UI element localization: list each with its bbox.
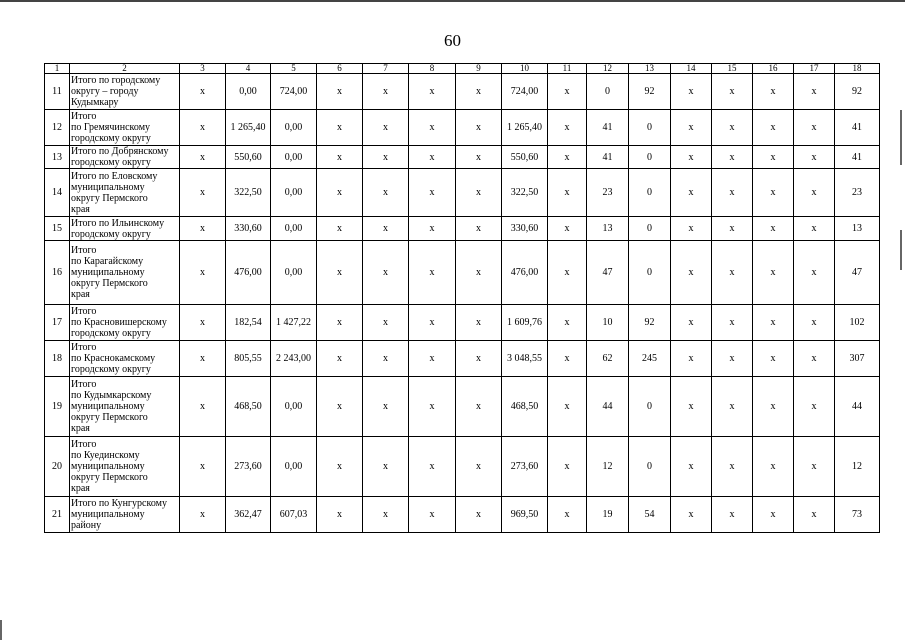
row-number-cell: 18 bbox=[45, 341, 70, 377]
column-number-header: 16 bbox=[753, 64, 794, 74]
value-cell-col-9: x bbox=[456, 74, 502, 110]
table-row bbox=[45, 241, 880, 305]
value-cell-col-10: 1 609,76 bbox=[502, 305, 548, 341]
value-cell-col-16: x bbox=[753, 497, 794, 533]
column-number-header: 14 bbox=[671, 64, 712, 74]
value-cell-col-18: 13 bbox=[835, 217, 880, 241]
value-cell-col-16: x bbox=[753, 217, 794, 241]
value-cell-col-3: x bbox=[180, 146, 226, 169]
municipality-name-line: округу Пермского bbox=[71, 472, 148, 483]
value-cell-col-5: 0,00 bbox=[271, 110, 317, 146]
value-cell-col-12: 23 bbox=[587, 169, 629, 217]
value-cell-col-5: 1 427,22 bbox=[271, 305, 317, 341]
value-cell-col-13: 0 bbox=[629, 146, 671, 169]
column-number-header: 4 bbox=[226, 64, 271, 74]
table-row bbox=[45, 217, 880, 241]
row-number-cell: 11 bbox=[45, 74, 70, 110]
value-cell-col-5: 0,00 bbox=[271, 169, 317, 217]
row-number-cell: 14 bbox=[45, 169, 70, 217]
value-cell-col-18: 23 bbox=[835, 169, 880, 217]
value-cell-col-10: 273,60 bbox=[502, 437, 548, 497]
value-cell-col-14: x bbox=[671, 241, 712, 305]
row-number-cell: 13 bbox=[45, 146, 70, 169]
value-cell-col-10: 322,50 bbox=[502, 169, 548, 217]
value-cell-col-15: x bbox=[712, 341, 753, 377]
value-cell-col-18: 41 bbox=[835, 146, 880, 169]
municipality-name-line: Итого по Еловскому bbox=[71, 170, 158, 182]
column-number-header: 8 bbox=[409, 64, 456, 74]
value-cell-col-13: 0 bbox=[629, 110, 671, 146]
value-cell-col-5: 0,00 bbox=[271, 241, 317, 305]
column-number-header: 10 bbox=[502, 64, 548, 74]
value-cell-col-16: x bbox=[753, 377, 794, 437]
municipality-name-line: городскому округу bbox=[71, 133, 151, 144]
value-cell-col-6: x bbox=[317, 241, 363, 305]
value-cell-col-12: 12 bbox=[587, 437, 629, 497]
value-cell-col-17: x bbox=[794, 110, 835, 146]
municipality-name-line: городскому округу bbox=[71, 157, 151, 168]
value-cell-col-17: x bbox=[794, 217, 835, 241]
value-cell-col-7: x bbox=[363, 110, 409, 146]
value-cell-col-9: x bbox=[456, 497, 502, 533]
value-cell-col-18: 41 bbox=[835, 110, 880, 146]
municipality-name-line: Итого по Добрянскому bbox=[71, 146, 169, 157]
column-number-header: 11 bbox=[548, 64, 587, 74]
column-number-header: 6 bbox=[317, 64, 363, 74]
municipality-name-line: по Кудымкарскому bbox=[71, 390, 152, 401]
table-row bbox=[45, 437, 880, 497]
value-cell-col-14: x bbox=[671, 341, 712, 377]
value-cell-col-17: x bbox=[794, 169, 835, 217]
value-cell-col-18: 92 bbox=[835, 74, 880, 110]
value-cell-col-12: 41 bbox=[587, 110, 629, 146]
value-cell-col-18: 47 bbox=[835, 241, 880, 305]
value-cell-col-10: 724,00 bbox=[502, 74, 548, 110]
value-cell-col-3: x bbox=[180, 377, 226, 437]
row-number-cell: 17 bbox=[45, 305, 70, 341]
municipality-name-line: края bbox=[71, 423, 90, 434]
table-row bbox=[45, 305, 880, 341]
value-cell-col-11: x bbox=[548, 241, 587, 305]
value-cell-col-10: 330,60 bbox=[502, 217, 548, 241]
value-cell-col-5: 0,00 bbox=[271, 437, 317, 497]
municipality-name-line: по Куединскому bbox=[71, 450, 140, 461]
value-cell-col-14: x bbox=[671, 437, 712, 497]
row-number-cell: 21 bbox=[45, 497, 70, 533]
value-cell-col-7: x bbox=[363, 305, 409, 341]
value-cell-col-13: 54 bbox=[629, 497, 671, 533]
value-cell-col-14: x bbox=[671, 217, 712, 241]
value-cell-col-9: x bbox=[456, 241, 502, 305]
value-cell-col-10: 550,60 bbox=[502, 146, 548, 169]
municipality-name-line: округу Пермского bbox=[71, 278, 148, 289]
municipality-name-line: муниципальному bbox=[71, 267, 145, 278]
value-cell-col-15: x bbox=[712, 146, 753, 169]
value-cell-col-4: 273,60 bbox=[226, 437, 271, 497]
municipality-name-line: Итого bbox=[71, 439, 97, 450]
value-cell-col-4: 468,50 bbox=[226, 377, 271, 437]
value-cell-col-7: x bbox=[363, 217, 409, 241]
column-number-header-row bbox=[45, 64, 880, 74]
value-cell-col-4: 362,47 bbox=[226, 497, 271, 533]
value-cell-col-11: x bbox=[548, 217, 587, 241]
value-cell-col-10: 468,50 bbox=[502, 377, 548, 437]
municipality-name-line: Итого по Кунгурскому bbox=[71, 498, 167, 509]
value-cell-col-3: x bbox=[180, 497, 226, 533]
column-number-header: 13 bbox=[629, 64, 671, 74]
value-cell-col-12: 44 bbox=[587, 377, 629, 437]
value-cell-col-5: 0,00 bbox=[271, 217, 317, 241]
column-number-header: 1 bbox=[45, 64, 70, 74]
municipality-name-line: муниципальному bbox=[71, 181, 145, 193]
value-cell-col-14: x bbox=[671, 74, 712, 110]
scan-edge-mark bbox=[900, 110, 902, 165]
municipality-name-line: Итого bbox=[71, 306, 97, 317]
municipality-name-line: району bbox=[71, 520, 102, 531]
page-number: 60 bbox=[444, 31, 461, 50]
value-cell-col-8: x bbox=[409, 497, 456, 533]
municipality-name-line: округу Пермского bbox=[71, 412, 148, 423]
value-cell-col-7: x bbox=[363, 74, 409, 110]
value-cell-col-8: x bbox=[409, 241, 456, 305]
table-row bbox=[45, 377, 880, 437]
value-cell-col-11: x bbox=[548, 377, 587, 437]
value-cell-col-16: x bbox=[753, 110, 794, 146]
municipality-name-line: по Красновишерскому bbox=[71, 317, 167, 328]
table-row bbox=[45, 169, 880, 217]
value-cell-col-13: 92 bbox=[629, 74, 671, 110]
data-table bbox=[44, 63, 880, 533]
value-cell-col-12: 19 bbox=[587, 497, 629, 533]
value-cell-col-3: x bbox=[180, 341, 226, 377]
municipality-name-line: Итого bbox=[71, 245, 97, 256]
value-cell-col-15: x bbox=[712, 110, 753, 146]
column-number-header: 5 bbox=[271, 64, 317, 74]
value-cell-col-6: x bbox=[317, 341, 363, 377]
value-cell-col-8: x bbox=[409, 341, 456, 377]
row-number-cell: 20 bbox=[45, 437, 70, 497]
value-cell-col-5: 607,03 bbox=[271, 497, 317, 533]
value-cell-col-14: x bbox=[671, 305, 712, 341]
municipality-name-line: городскому округу bbox=[71, 328, 151, 339]
municipality-name-line: по Карагайскому bbox=[71, 256, 144, 267]
value-cell-col-15: x bbox=[712, 169, 753, 217]
value-cell-col-9: x bbox=[456, 169, 502, 217]
value-cell-col-4: 182,54 bbox=[226, 305, 271, 341]
column-number-header: 12 bbox=[587, 64, 629, 74]
value-cell-col-3: x bbox=[180, 74, 226, 110]
value-cell-col-13: 0 bbox=[629, 377, 671, 437]
row-number-cell: 15 bbox=[45, 217, 70, 241]
value-cell-col-15: x bbox=[712, 497, 753, 533]
value-cell-col-6: x bbox=[317, 217, 363, 241]
value-cell-col-14: x bbox=[671, 377, 712, 437]
value-cell-col-18: 12 bbox=[835, 437, 880, 497]
municipality-name-line: по Краснокамскому bbox=[71, 353, 156, 364]
value-cell-col-17: x bbox=[794, 437, 835, 497]
value-cell-col-7: x bbox=[363, 497, 409, 533]
value-cell-col-5: 0,00 bbox=[271, 146, 317, 169]
value-cell-col-17: x bbox=[794, 146, 835, 169]
value-cell-col-15: x bbox=[712, 305, 753, 341]
value-cell-col-7: x bbox=[363, 241, 409, 305]
value-cell-col-11: x bbox=[548, 169, 587, 217]
municipality-name-cell bbox=[70, 341, 180, 377]
value-cell-col-3: x bbox=[180, 437, 226, 497]
value-cell-col-7: x bbox=[363, 437, 409, 497]
value-cell-col-10: 969,50 bbox=[502, 497, 548, 533]
municipality-name-line: Кудымкару bbox=[71, 97, 119, 108]
value-cell-col-14: x bbox=[671, 110, 712, 146]
value-cell-col-11: x bbox=[548, 146, 587, 169]
municipality-name-cell bbox=[70, 377, 180, 437]
municipality-name-cell bbox=[70, 146, 180, 169]
value-cell-col-3: x bbox=[180, 169, 226, 217]
municipality-name-line: Итого bbox=[71, 379, 97, 390]
municipality-name-line: края bbox=[71, 483, 90, 494]
value-cell-col-4: 330,60 bbox=[226, 217, 271, 241]
value-cell-col-6: x bbox=[317, 169, 363, 217]
value-cell-col-16: x bbox=[753, 146, 794, 169]
value-cell-col-12: 62 bbox=[587, 341, 629, 377]
value-cell-col-6: x bbox=[317, 377, 363, 437]
municipality-name-cell bbox=[70, 305, 180, 341]
value-cell-col-15: x bbox=[712, 377, 753, 437]
value-cell-col-6: x bbox=[317, 74, 363, 110]
municipality-name-line: городскому округу bbox=[71, 228, 151, 240]
value-cell-col-16: x bbox=[753, 305, 794, 341]
value-cell-col-9: x bbox=[456, 146, 502, 169]
value-cell-col-8: x bbox=[409, 377, 456, 437]
table-row bbox=[45, 341, 880, 377]
value-cell-col-6: x bbox=[317, 305, 363, 341]
value-cell-col-8: x bbox=[409, 74, 456, 110]
value-cell-col-9: x bbox=[456, 217, 502, 241]
municipality-name-line: округу – городу bbox=[71, 86, 139, 97]
value-cell-col-11: x bbox=[548, 497, 587, 533]
value-cell-col-16: x bbox=[753, 74, 794, 110]
value-cell-col-12: 10 bbox=[587, 305, 629, 341]
column-number-header: 18 bbox=[835, 64, 880, 74]
value-cell-col-15: x bbox=[712, 437, 753, 497]
value-cell-col-5: 0,00 bbox=[271, 377, 317, 437]
value-cell-col-18: 44 bbox=[835, 377, 880, 437]
value-cell-col-17: x bbox=[794, 74, 835, 110]
municipality-name-line: Итого bbox=[71, 111, 97, 122]
value-cell-col-3: x bbox=[180, 110, 226, 146]
value-cell-col-12: 13 bbox=[587, 217, 629, 241]
municipality-name-line: по Гремячинскому bbox=[71, 122, 151, 133]
value-cell-col-18: 307 bbox=[835, 341, 880, 377]
value-cell-col-9: x bbox=[456, 110, 502, 146]
value-cell-col-9: x bbox=[456, 377, 502, 437]
table-row bbox=[45, 110, 880, 146]
value-cell-col-6: x bbox=[317, 497, 363, 533]
value-cell-col-7: x bbox=[363, 146, 409, 169]
municipality-name-line: муниципальному bbox=[71, 509, 145, 520]
value-cell-col-16: x bbox=[753, 169, 794, 217]
top-border-line bbox=[0, 0, 905, 2]
value-cell-col-13: 245 bbox=[629, 341, 671, 377]
municipality-name-cell bbox=[70, 169, 180, 217]
value-cell-col-9: x bbox=[456, 341, 502, 377]
value-cell-col-15: x bbox=[712, 241, 753, 305]
value-cell-col-17: x bbox=[794, 305, 835, 341]
value-cell-col-3: x bbox=[180, 217, 226, 241]
value-cell-col-17: x bbox=[794, 377, 835, 437]
value-cell-col-18: 102 bbox=[835, 305, 880, 341]
value-cell-col-9: x bbox=[456, 437, 502, 497]
value-cell-col-13: 92 bbox=[629, 305, 671, 341]
value-cell-col-13: 0 bbox=[629, 241, 671, 305]
value-cell-col-4: 0,00 bbox=[226, 74, 271, 110]
column-number-header: 15 bbox=[712, 64, 753, 74]
table-row bbox=[45, 74, 880, 110]
value-cell-col-4: 550,60 bbox=[226, 146, 271, 169]
value-cell-col-17: x bbox=[794, 241, 835, 305]
column-number-header: 3 bbox=[180, 64, 226, 74]
municipality-name-line: Итого bbox=[71, 342, 97, 353]
value-cell-col-14: x bbox=[671, 146, 712, 169]
value-cell-col-12: 47 bbox=[587, 241, 629, 305]
value-cell-col-8: x bbox=[409, 437, 456, 497]
value-cell-col-4: 1 265,40 bbox=[226, 110, 271, 146]
municipality-name-line: городскому округу bbox=[71, 364, 151, 375]
value-cell-col-17: x bbox=[794, 341, 835, 377]
column-number-header: 9 bbox=[456, 64, 502, 74]
value-cell-col-16: x bbox=[753, 437, 794, 497]
value-cell-col-10: 1 265,40 bbox=[502, 110, 548, 146]
scan-edge-mark bbox=[0, 620, 2, 640]
value-cell-col-7: x bbox=[363, 341, 409, 377]
value-cell-col-14: x bbox=[671, 169, 712, 217]
table-row bbox=[45, 497, 880, 533]
value-cell-col-12: 41 bbox=[587, 146, 629, 169]
value-cell-col-11: x bbox=[548, 110, 587, 146]
table-row bbox=[45, 146, 880, 169]
value-cell-col-4: 476,00 bbox=[226, 241, 271, 305]
value-cell-col-11: x bbox=[548, 74, 587, 110]
value-cell-col-11: x bbox=[548, 437, 587, 497]
value-cell-col-7: x bbox=[363, 169, 409, 217]
value-cell-col-17: x bbox=[794, 497, 835, 533]
value-cell-col-8: x bbox=[409, 146, 456, 169]
value-cell-col-11: x bbox=[548, 341, 587, 377]
municipality-name-cell bbox=[70, 437, 180, 497]
value-cell-col-3: x bbox=[180, 305, 226, 341]
row-number-cell: 12 bbox=[45, 110, 70, 146]
value-cell-col-15: x bbox=[712, 74, 753, 110]
column-number-header: 7 bbox=[363, 64, 409, 74]
municipality-name-line: края bbox=[71, 289, 90, 300]
value-cell-col-6: x bbox=[317, 437, 363, 497]
municipality-name-cell bbox=[70, 241, 180, 305]
value-cell-col-10: 3 048,55 bbox=[502, 341, 548, 377]
municipality-name-line: Итого по Ильинскому bbox=[71, 217, 165, 229]
municipality-name-cell bbox=[70, 110, 180, 146]
municipality-name-line: муниципальному bbox=[71, 461, 145, 472]
value-cell-col-10: 476,00 bbox=[502, 241, 548, 305]
value-cell-col-9: x bbox=[456, 305, 502, 341]
municipality-name-cell bbox=[70, 217, 180, 241]
value-cell-col-16: x bbox=[753, 341, 794, 377]
column-number-header: 17 bbox=[794, 64, 835, 74]
value-cell-col-4: 805,55 bbox=[226, 341, 271, 377]
value-cell-col-4: 322,50 bbox=[226, 169, 271, 217]
value-cell-col-12: 0 bbox=[587, 74, 629, 110]
municipality-name-line: Итого по городскому bbox=[71, 75, 161, 86]
municipality-name-line: округу Пермского bbox=[71, 192, 148, 204]
value-cell-col-7: x bbox=[363, 377, 409, 437]
value-cell-col-16: x bbox=[753, 241, 794, 305]
value-cell-col-5: 724,00 bbox=[271, 74, 317, 110]
value-cell-col-14: x bbox=[671, 497, 712, 533]
municipality-name-cell bbox=[70, 74, 180, 110]
value-cell-col-13: 0 bbox=[629, 169, 671, 217]
value-cell-col-3: x bbox=[180, 241, 226, 305]
row-number-cell: 16 bbox=[45, 241, 70, 305]
scan-edge-mark bbox=[900, 230, 902, 270]
value-cell-col-11: x bbox=[548, 305, 587, 341]
value-cell-col-13: 0 bbox=[629, 217, 671, 241]
column-number-header: 2 bbox=[70, 64, 180, 74]
value-cell-col-13: 0 bbox=[629, 437, 671, 497]
value-cell-col-8: x bbox=[409, 305, 456, 341]
value-cell-col-8: x bbox=[409, 110, 456, 146]
value-cell-col-6: x bbox=[317, 110, 363, 146]
municipality-name-line: муниципальному bbox=[71, 401, 145, 412]
municipality-name-line: края bbox=[71, 203, 90, 215]
value-cell-col-18: 73 bbox=[835, 497, 880, 533]
value-cell-col-6: x bbox=[317, 146, 363, 169]
value-cell-col-8: x bbox=[409, 217, 456, 241]
value-cell-col-5: 2 243,00 bbox=[271, 341, 317, 377]
value-cell-col-15: x bbox=[712, 217, 753, 241]
municipality-name-cell bbox=[70, 497, 180, 533]
row-number-cell: 19 bbox=[45, 377, 70, 437]
value-cell-col-8: x bbox=[409, 169, 456, 217]
